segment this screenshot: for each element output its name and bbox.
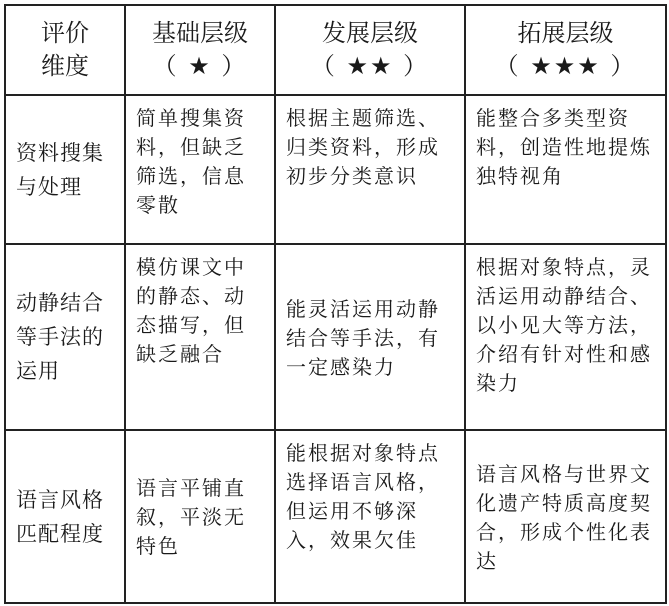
header-level-extension-stars: （ ★★★ ） [494, 52, 637, 80]
table-cell [125, 244, 275, 430]
header-level-basic-name: 基础层级 [152, 19, 248, 47]
cell-extension-text: 语言风格与世界文化遗产特质高度契合，形成个性化表达 [476, 461, 652, 573]
table-row [5, 430, 666, 603]
table-cell [125, 430, 275, 603]
cell-extension-text: 根据对象特点，灵活运用动静结合、以小见大等方法，介绍有针对性和感染力 [476, 255, 652, 395]
header-dimension [5, 5, 125, 95]
cell-basic-text: 语言平铺直叙，平淡无特色 [136, 476, 246, 558]
row-dimension-label: 语言风格匹配程度 [16, 487, 104, 546]
header-level-development-name: 发展层级 [322, 19, 418, 47]
row-dimension-label: 资料搜集与处理 [16, 140, 104, 199]
header-row [5, 5, 666, 95]
table-cell [125, 95, 275, 244]
header-dimension-label: 评价维度 [41, 19, 89, 80]
cell-basic-text: 模仿课文中的静态、动态描写，但缺乏融合 [136, 255, 246, 366]
row-dimension [5, 95, 125, 244]
header-level-extension [465, 5, 666, 95]
row-dimension-label: 动静结合等手法的运用 [16, 291, 104, 383]
table-cell [465, 430, 666, 603]
row-dimension [5, 244, 125, 430]
header-level-development-stars: （ ★★ ） [310, 52, 430, 80]
cell-basic-text: 简单搜集资料，但缺乏筛选，信息零散 [136, 106, 246, 217]
table-cell [275, 244, 465, 430]
cell-extension-text: 能整合多类型资料，创造性地提炼独特视角 [476, 106, 652, 188]
table-row [5, 244, 666, 430]
table-row [5, 95, 666, 244]
row-dimension [5, 430, 125, 603]
cell-development-text: 根据主题筛选、归类资料，形成初步分类意识 [286, 106, 440, 188]
header-level-extension-name: 拓展层级 [517, 19, 614, 47]
table-cell [275, 95, 465, 244]
header-level-basic-stars: （ ★ ） [152, 52, 248, 80]
table-cell [465, 95, 666, 244]
cell-development-text: 能根据对象特点选择语言风格，但运用不够深入，效果欠佳 [286, 441, 440, 552]
table-cell [465, 244, 666, 430]
table-cell [275, 430, 465, 603]
evaluation-rubric-table [4, 4, 667, 604]
header-level-development [275, 5, 465, 95]
cell-development-text: 能灵活运用动静结合等手法，有一定感染力 [286, 296, 440, 379]
header-level-basic [125, 5, 275, 95]
